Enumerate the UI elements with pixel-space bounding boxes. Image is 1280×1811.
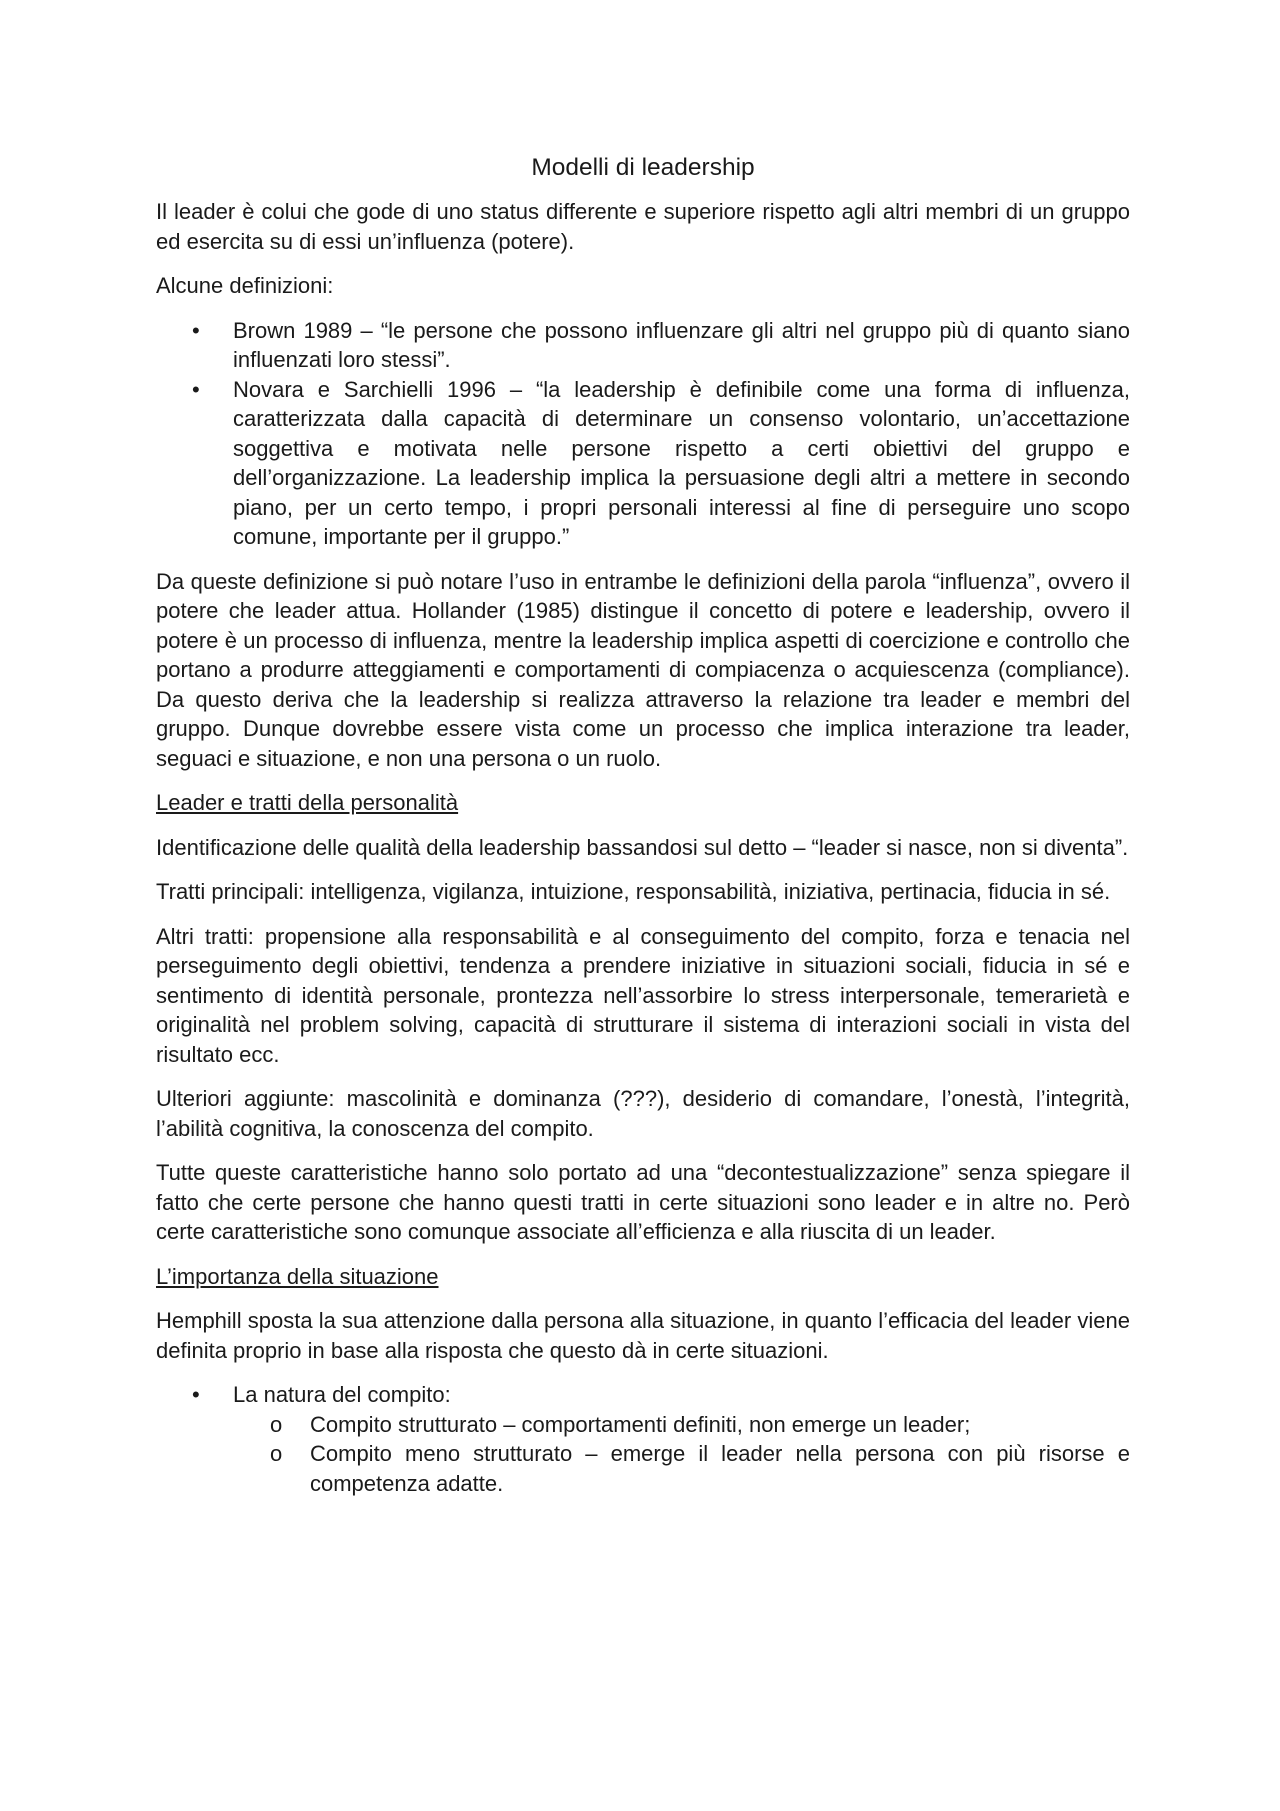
definition-item-novara: • Novara e Sarchielli 1996 – “la leadership è definibile come una forma di influenza, caratterizzata dalla capacità di determinare un consenso volontario, un’accettazione soggettiva e motivata nelle persone rispetto a certi obiettivi del gruppo e dell’organizzazione. La leadership implica la persuasione degli altri a mettere in secondo piano, per un certo tempo, i propri personali interessi al fine di perseguire uno scopo comune, importante per il gruppo.” — [233, 375, 1130, 552]
task-less-structured-item: o Compito meno strutturato – emerge il leader nella persona con più risorse e competenza adatte. — [310, 1439, 1130, 1498]
situation-item-task — [233, 1380, 1130, 1498]
traits-paragraph-main: Tratti principali: intelligenza, vigilanza, intuizione, responsabilità, iniziativa, pertinacia, fiducia in sé. — [156, 879, 1111, 904]
traits-paragraph-conclusion: Tutte queste caratteristiche hanno solo portato ad una “decontestualizzazione” senza spiegare il fatto che certe persone che hanno questi tratti in certe situazioni sono leader e in altre no. Però certe caratteristiche sono comunque associate all’efficienza e alla riuscita di un leader. — [156, 1160, 1130, 1244]
task-structured-item: o Compito strutturato – comportamenti definiti, non emerge un leader; — [310, 1410, 1130, 1440]
traits-paragraph-additions: Ulteriori aggiunte: mascolinità e dominanza (???), desiderio di comandare, l’onestà, l’integrità, l’abilità cognitiva, la conoscenza del compito. — [156, 1086, 1130, 1141]
section-heading-traits: Leader e tratti della personalità — [156, 790, 459, 815]
document-title: Modelli di leadership — [531, 154, 755, 181]
task-sublist — [233, 1410, 1130, 1499]
definition-item-brown: • Brown 1989 – “le persone che possono influenzare gli altri nel gruppo più di quanto siano influenzati loro stessi”. — [233, 316, 1130, 375]
situation-list — [156, 1380, 1130, 1498]
definitions-list — [156, 316, 1130, 552]
situation-item-task-label: La natura del compito: — [233, 1382, 451, 1407]
influence-paragraph: Da queste definizione si può notare l’uso in entrambe le definizioni della parola “influenza”, ovvero il potere che leader attua. Hollander (1985) distingue il concetto di potere e leadership, ovvero il potere è un processo di influenza, mentre la leadership implica aspetti di coercizione e controllo che portano a produrre atteggiamenti e comportamenti di compiacenza o acquiescenza (compliance). Da questo deriva che la leadership si realizza attraverso la relazione tra leader e membri del gruppo. Dunque dovrebbe essere vista come un processo che implica interazione tra leader, seguaci e situazione, e non una persona o un ruolo. — [156, 568, 1130, 771]
section-heading-situation: L’importanza della situazione — [156, 1263, 439, 1289]
definitions-label: Alcune definizioni: — [156, 273, 334, 298]
intro-paragraph: Il leader è colui che gode di uno status differente e superiore rispetto agli altri membri di un gruppo ed esercita su di essi un’influenza (potere). — [156, 199, 1130, 254]
traits-paragraph-saying: Identificazione delle qualità della leadership bassandosi sul detto – “leader si nasce, non si diventa”. — [156, 834, 1129, 860]
traits-paragraph-other: Altri tratti: propensione alla responsabilità e al conseguimento del compito, forza e tenacia nel perseguimento degli obiettivi, tendenza a prendere iniziative in situazioni sociali, fiducia in sé e sentimento di identità personale, prontezza nell’assorbire lo stress interpersonale, temerarietà e originalità nel problem solving, capacità di strutturare il sistema di interazioni sociali in vista del risultato ecc. — [156, 923, 1130, 1067]
situation-paragraph: Hemphill sposta la sua attenzione dalla persona alla situazione, in quanto l’efficacia del leader viene definita proprio in base alla risposta che questo dà in certe situazioni. — [156, 1308, 1130, 1363]
